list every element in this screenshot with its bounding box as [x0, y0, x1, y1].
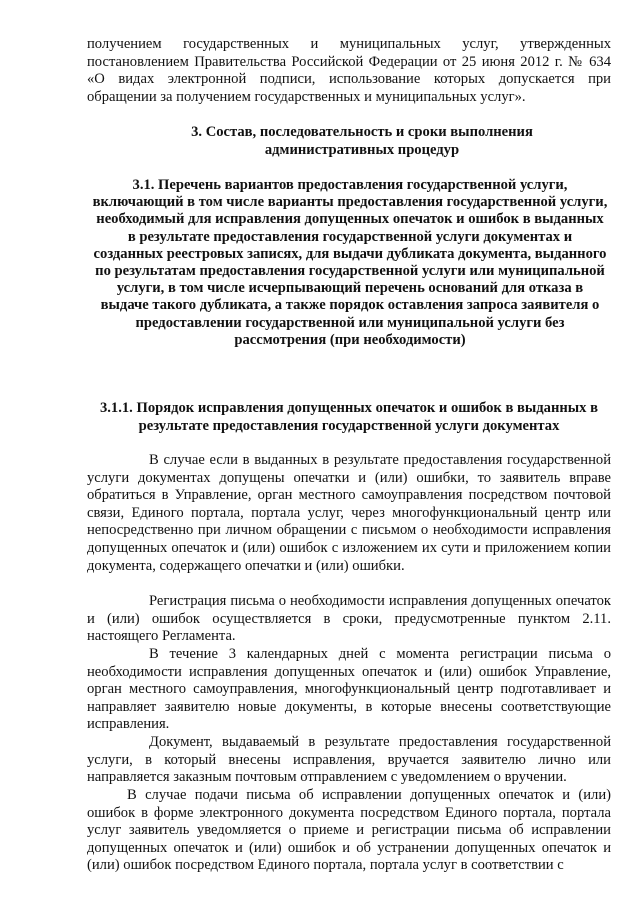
- paragraph-5-text: В случае подачи письма об исправлении допущенных опечаток и (или) ошибок в форме электронного документа посредством Единого портала, портала услуг заявитель уведомляется о приеме и регистрации письма об исправлении допущенных опечаток и (или) ошибок и об устранении допущенных опечаток и (или) ошибок посредством Единого портала, портала услуг в соответствии с: [87, 787, 611, 874]
- paragraph-2-text: Регистрация письма о необходимости исправления допущенных опечаток и (или) ошибок осуществляется в сроки, предусмотренные пунктом 2.11. настоящего Регламента.: [87, 593, 611, 645]
- paragraph-4: [87, 734, 611, 787]
- paragraph-2: [87, 593, 611, 646]
- paragraph-4-text: Документ, выдаваемый в результате предоставления государственной услуги, в который внесены исправления, вручается заявителю лично или направляется заказным почтовым отправлением с уведомлением о вручении.: [87, 734, 611, 786]
- section-3-1-1-heading: 3.1.1. Порядок исправления допущенных опечаток и ошибок в выданных в результате предоставления государственной услуги документах: [99, 400, 598, 434]
- section-3-heading: 3. Состав, последовательность и сроки выполнения административных процедур: [191, 124, 533, 158]
- section-3-1-heading: 3.1. Перечень вариантов предоставления государственной услуги, включающий в том числе варианты предоставления государственной услуги, необходимый для исправления допущенных опечаток и ошибок в выданных в результате предоставления государственной услуги документах и созданных реестровых записях, для выдачи дубликата документа, выданного по результатам предоставления государственной услуги или муниципальной услуги, в том числе исчерпывающий перечень оснований для отказа в выдаче такого дубликата, а также порядок оставления запроса заявителя о предоставлении государственной или муниципальной услуги без рассмотрения (при необходимости): [92, 177, 608, 348]
- paragraph-3-text: В течение 3 календарных дней с момента регистрации письма о необходимости исправления допущенных опечаток и (или) ошибок Управление, орган местного самоуправления, многофункциональный центр подготавливает и направляет заявителю новые документы, в которые внесены соответствующие исправления.: [87, 646, 611, 733]
- paragraph-5: [87, 787, 611, 875]
- paragraph-1-text: В случае если в выданных в результате предоставления государственной услуги документах допущены опечатки и (или) ошибки, то заявитель вправе обратиться в Управление, орган местного самоуправления посредством почтовой связи, Единого портала, портала услуг, через многофункциональный центр или непосредственно при личном обращении с письмом о необходимости исправления допущенных опечаток и (или) ошибок с изложением их сути и приложением копии документа, содержащего опечатки и (или) ошибки.: [87, 452, 611, 574]
- paragraph-1: [87, 452, 611, 575]
- intro-paragraph: [87, 36, 611, 106]
- intro-text: получением государственных и муниципальных услуг, утвержденных постановлением Правительства Российской Федерации от 25 июня 2012 г. № 634 «О видах электронной подписи, использование которых допускается при обращении за получением государственных и муниципальных услуг».: [87, 36, 611, 105]
- paragraph-3: [87, 646, 611, 734]
